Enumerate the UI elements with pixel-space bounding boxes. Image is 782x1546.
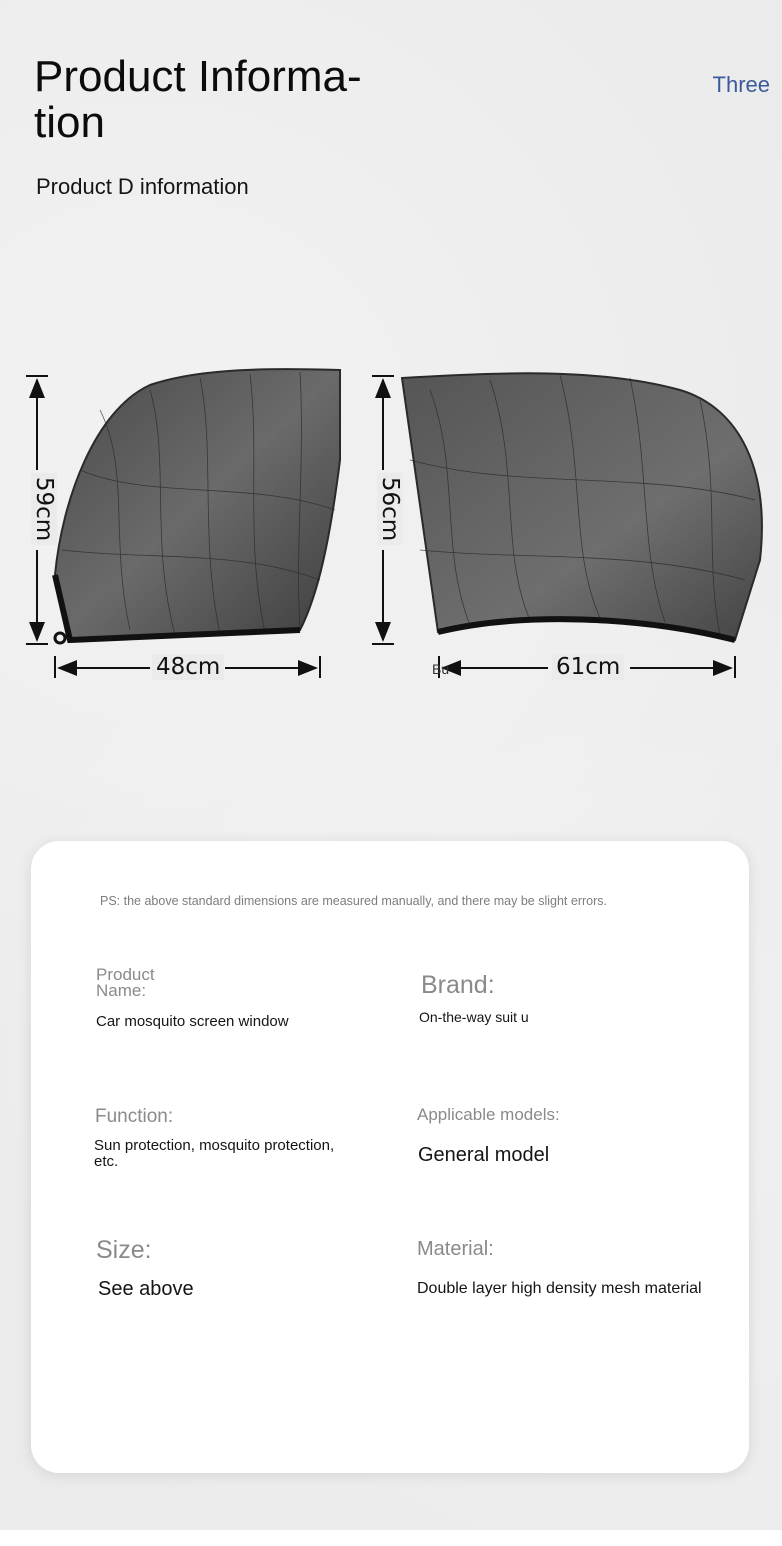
material-label: Material: [417,1238,494,1260]
function-value [94,1138,334,1170]
left-mesh-net [55,369,340,643]
size-label: Size: [96,1236,152,1264]
page-subtitle: Product D information [36,174,249,199]
product-name-label [96,967,155,999]
right-mesh-net [402,373,762,640]
applicable-models-value: General model [418,1144,550,1166]
page-title [34,54,394,146]
title-line-2: tion [34,98,105,147]
function-value-line-2: etc. [94,1153,119,1170]
measurement-note: PS: the above standard dimensions are measured manually, and there may be slight errors. [100,894,607,908]
function-label: Function: [95,1106,174,1127]
applicable-models-label: Applicable models: [417,1105,560,1124]
brand-value: On-the-way suit u [419,1009,529,1025]
stray-text: Bu [432,661,450,677]
product-dimensions-figure [0,350,782,710]
brand-label: Brand: [421,971,495,999]
right-width-label: 61cm [552,654,624,680]
product-info-card [31,841,749,1473]
corner-label: Three [712,72,770,97]
left-width-label: 48cm [152,654,224,680]
bottom-strip [0,1530,782,1546]
size-value: See above [98,1278,194,1300]
product-name-label-line-1: Product [96,965,155,984]
function-value-line-1: Sun protection, mosquito protection, [94,1137,335,1154]
product-name-value: Car mosquito screen window [96,1013,289,1030]
right-height-label: 56cm [377,473,403,545]
material-value: Double layer high density mesh material [417,1280,702,1297]
title-line-1: Product Informa- [34,52,362,101]
product-name-label-line-2: Name: [96,981,147,1000]
left-height-label: 59cm [31,473,57,545]
